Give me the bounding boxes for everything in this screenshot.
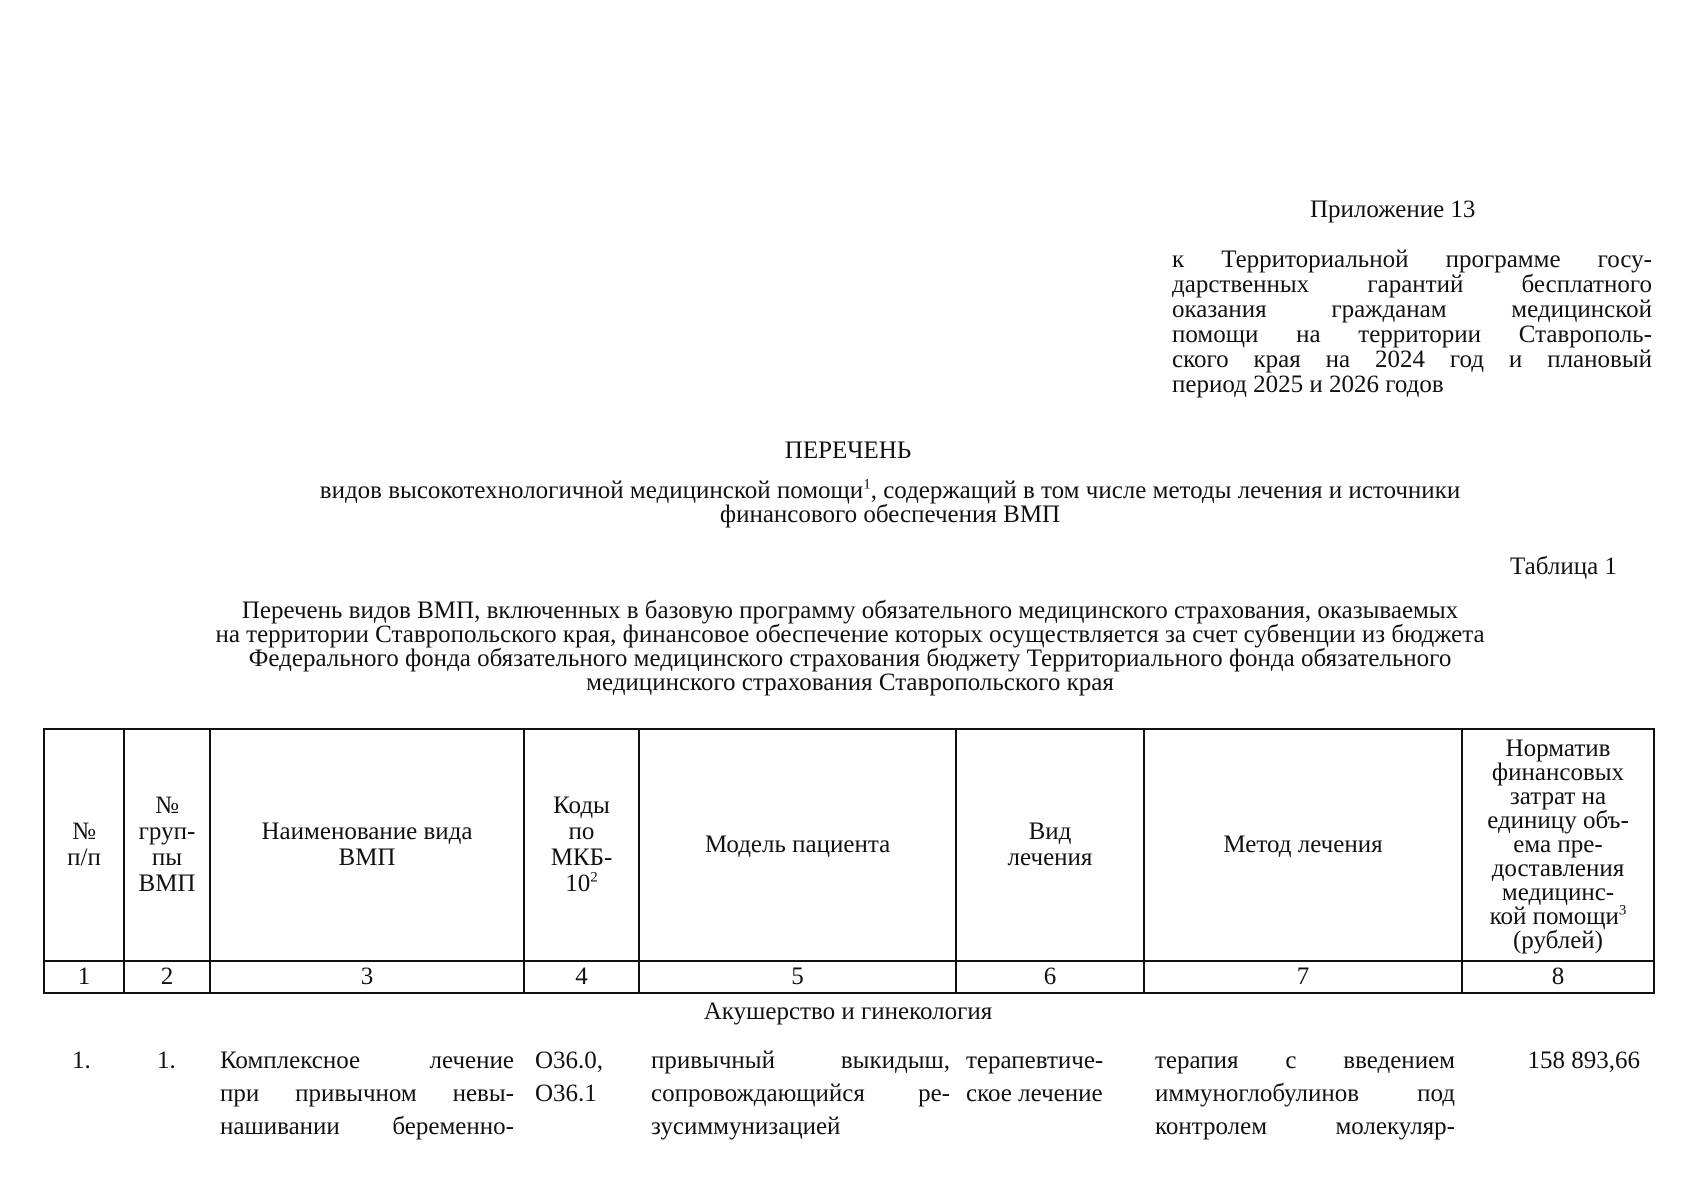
row-patient-model: [651, 1044, 950, 1143]
appendix-label: Приложение 13: [1310, 196, 1476, 223]
caption-line: Перечень видов ВМП, включенных в базовую программу обязательного медицинского страхования, оказываемых: [241, 597, 1459, 624]
header-text: [527, 871, 636, 897]
header-text: Вид: [1028, 818, 1072, 845]
column-number: 5: [639, 961, 956, 993]
column-number: 8: [1462, 961, 1654, 993]
table-caption: [110, 599, 1590, 695]
row-vmp-name: [220, 1044, 514, 1143]
header-text: доставления: [1491, 855, 1625, 882]
cell-line: O36.1: [535, 1080, 597, 1107]
column-number: 2: [124, 961, 210, 993]
cell-line: нашивании беременно-: [220, 1113, 514, 1140]
cell-line: O36.0,: [535, 1047, 604, 1074]
header-text: [1465, 902, 1651, 930]
cell-line: терапевтиче-: [966, 1047, 1104, 1074]
header-icd-codes: [524, 729, 639, 961]
column-number: 7: [1144, 961, 1462, 993]
header-treatment-method: [1144, 729, 1462, 961]
column-number: 4: [524, 961, 639, 993]
header-text: медицинс-: [1501, 879, 1615, 906]
appendix-line: период 2025 и 2026 годов: [1172, 371, 1444, 398]
appendix-reference: [1172, 247, 1652, 397]
header-text: МКБ-: [550, 844, 613, 871]
header-text: затрат на: [1509, 783, 1607, 810]
appendix-line: помощи на территории Ставрополь-: [1172, 321, 1652, 348]
header-vmp-name: [210, 729, 524, 961]
header-text: по: [568, 818, 595, 845]
header-text: Наименование вида: [261, 818, 473, 845]
column-number: 6: [956, 961, 1144, 993]
header-text: п/п: [67, 844, 101, 871]
subtitle-text: видов высокотехнологичной медицинской помощи: [319, 477, 864, 504]
appendix-line: дарственных гарантий бесплатного: [1172, 271, 1652, 298]
appendix-line: ского края на 2024 год и плановый: [1172, 346, 1652, 373]
header-text: Норматив: [1505, 735, 1611, 762]
header-cost-standard: [1462, 729, 1654, 961]
header-text: ВМП: [138, 870, 196, 897]
footnote-mark: 1: [863, 476, 871, 493]
header-text: груп-: [138, 818, 196, 845]
appendix-line: к Территориальной программе госу-: [1172, 246, 1652, 273]
header-text: №: [155, 792, 179, 819]
cell-line: Комплексное лечение: [220, 1047, 514, 1074]
document-title: ПЕРЕЧЕНЬ: [784, 437, 912, 464]
section-heading: Акушерство и гинекология: [703, 998, 993, 1025]
header-treatment-type: [956, 729, 1144, 961]
column-number: 1: [44, 961, 124, 993]
header-text: ема пре-: [1513, 831, 1603, 858]
header-text: пы: [151, 844, 183, 871]
header-row-number: [44, 729, 124, 961]
cell-line: привычный выкидыш,: [651, 1047, 950, 1074]
vmp-table-header: [43, 728, 1655, 994]
cell-line: ское лечение: [966, 1080, 1103, 1107]
subtitle-line-2: финансового обеспечения ВМП: [719, 501, 1061, 528]
document-subtitle: [225, 476, 1555, 528]
header-text: ВМП: [338, 844, 396, 871]
subtitle-text: , содержащий в том числе методы лечения и источники: [870, 477, 1461, 504]
header-text: 10: [565, 870, 591, 897]
header-group-number: [124, 729, 210, 961]
cell-line: контролем молекуляр-: [1155, 1113, 1455, 1140]
row-number: 1.: [72, 1047, 91, 1074]
row-treatment-method: [1155, 1044, 1455, 1143]
row-group-number: 1.: [157, 1047, 176, 1074]
column-number: 3: [210, 961, 524, 993]
row-treatment-type: [966, 1044, 1126, 1110]
header-text: (рублей): [1512, 927, 1604, 954]
header-patient-model: [639, 729, 956, 961]
footnote-mark: 3: [1618, 902, 1627, 919]
header-text: Коды: [553, 792, 610, 819]
table-label: Таблица 1: [1510, 553, 1617, 580]
cell-line: сопровождающийся ре-: [651, 1080, 950, 1107]
row-icd-codes: [535, 1044, 615, 1110]
header-text: Метод лечения: [1223, 831, 1383, 858]
caption-line: медицинского страхования Ставропольского края: [586, 669, 1114, 696]
cell-line: терапия с введением: [1155, 1047, 1455, 1074]
table-header-row: [44, 729, 1654, 961]
header-text: Модель пациента: [704, 831, 891, 858]
cell-line: зусиммунизацией: [651, 1113, 841, 1140]
header-text: кой помощи: [1489, 903, 1619, 930]
cell-line: иммуноглобулинов под: [1155, 1080, 1455, 1107]
row-cost: 158 893,66: [1527, 1047, 1640, 1074]
column-number-row: [44, 961, 1654, 993]
cell-line: при привычном невы-: [220, 1080, 514, 1107]
subtitle-line-1: [225, 476, 1555, 504]
header-text: финансовых: [1491, 759, 1625, 786]
footnote-mark: 2: [590, 869, 598, 886]
header-text: единицу объ-: [1487, 807, 1629, 834]
caption-line: на территории Ставропольского края, финансовое обеспечение которых осуществляется за счет субвенции из бюджета: [215, 621, 1485, 648]
appendix-line: оказания гражданам медицинской: [1172, 296, 1652, 323]
caption-line: Федерального фонда обязательного медицинского страхования бюджету Территориального фонда обязательного: [248, 645, 1452, 672]
header-text: лечения: [1007, 844, 1093, 871]
header-text: №: [72, 818, 96, 845]
